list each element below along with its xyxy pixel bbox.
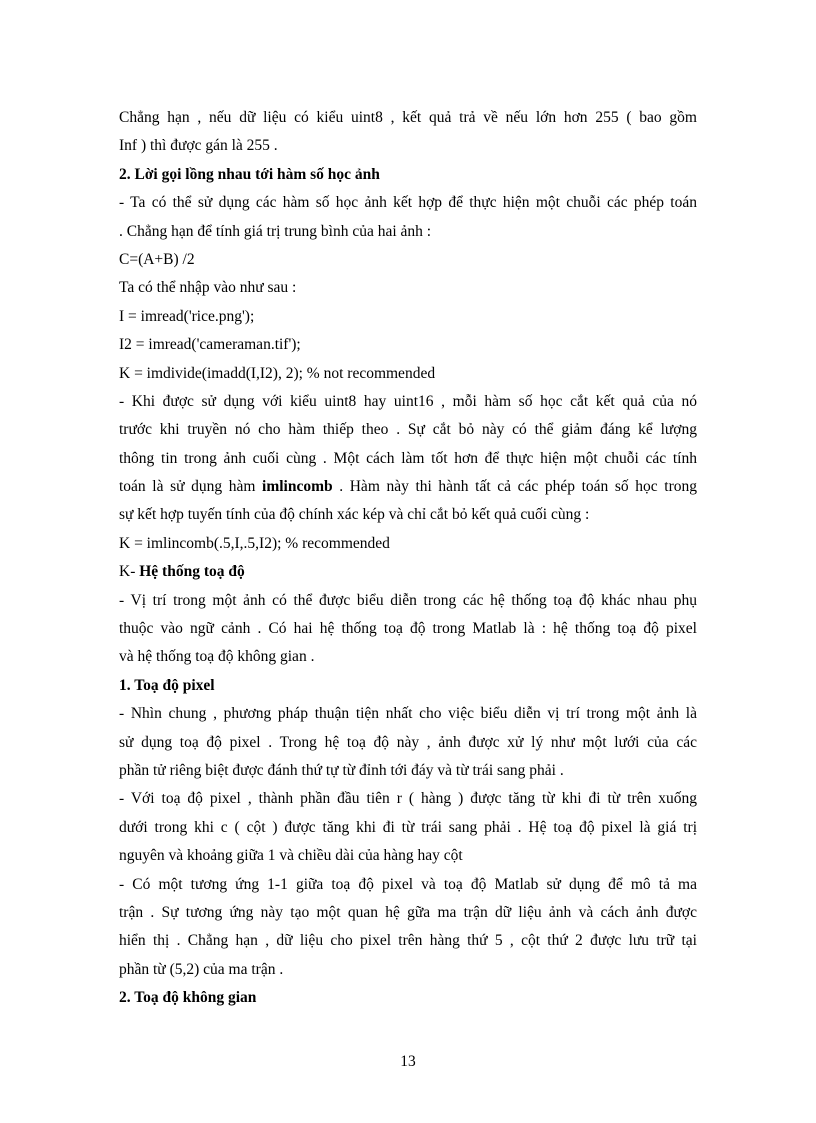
function-name-bold: imlincomb [262, 478, 333, 496]
paragraph-line: - Vị trí trong một ảnh có thể được biểu diễn trong các hệ thống toạ độ khác nhau phụ [119, 591, 697, 609]
paragraph-line: sự kết hợp tuyến tính của độ chính xác kép và chỉ cắt bỏ kết quả cuối cùng : [119, 506, 590, 524]
paragraph-line: phần tử riêng biệt được đánh thứ tự từ đỉnh tới đáy và từ trái sang phải . [119, 761, 564, 779]
paragraph-line: thuộc vào ngữ cảnh . Có hai hệ thống toạ độ trong Matlab là : hệ thống toạ độ pixel [119, 620, 697, 638]
paragraph-line: - Nhìn chung , phương pháp thuận tiện nhất cho việc biểu diễn vị trí trong một ảnh là [119, 705, 697, 723]
paragraph-line: và hệ thống toạ độ không gian . [119, 648, 315, 666]
paragraph-line: - Với toạ độ pixel , thành phần đầu tiên r ( hàng ) được tăng từ khi đi từ trên xuống [119, 790, 697, 808]
paragraph-line: thông tin trong ảnh cuối cùng . Một cách làm tốt hơn để thực hiện một chuỗi các tính [119, 449, 697, 467]
heading-title: Hệ thống toạ độ [139, 563, 245, 581]
text-run: toán là sử dụng hàm [119, 478, 263, 496]
paragraph-line: - Ta có thể sử dụng các hàm số học ảnh kết hợp để thực hiện một chuỗi các phép toán [119, 194, 697, 212]
paragraph-line: Ta có thể nhập vào như sau : [119, 279, 297, 297]
heading-prefix: K- [119, 563, 140, 581]
code-line: K = imdivide(imadd(I,I2), 2); % not recommended [119, 364, 436, 382]
paragraph-line: . Chẳng hạn để tính giá trị trung bình của hai ảnh : [119, 222, 432, 240]
paragraph-line: sử dụng toạ độ pixel . Trong hệ toạ độ này , ảnh được xử lý như một lưới của các [119, 733, 697, 751]
paragraph-line: - Có một tương ứng 1-1 giữa toạ độ pixel và toạ độ Matlab sử dụng để mô tả ma [119, 875, 697, 893]
code-line: K = imlincomb(.5,I,.5,I2); % recommended [119, 534, 390, 552]
document-body [119, 104, 697, 1013]
paragraph-line: hiển thị . Chẳng hạn , dữ liệu cho pixel trên hàng thứ 5 , cột thứ 2 được lưu trữ tại [119, 932, 697, 950]
code-line: I2 = imread('cameraman.tif'); [119, 336, 301, 354]
section-heading: 2. Lời gọi lồng nhau tới hàm số học ảnh [119, 165, 380, 183]
paragraph-line: - Khi được sử dụng với kiểu uint8 hay uint16 , mỗi hàm số học cắt kết quả của nó [119, 392, 697, 410]
paragraph-line: Chẳng hạn , nếu dữ liệu có kiểu uint8 , kết quả trả về nếu lớn hơn 255 ( bao gồm [119, 109, 697, 126]
subsection-heading: 2. Toạ độ không gian [119, 989, 257, 1007]
paragraph-line [119, 473, 697, 501]
subsection-heading: 1. Toạ độ pixel [119, 676, 215, 694]
page-number: 13 [400, 1053, 416, 1070]
paragraph-line: phần từ (5,2) của ma trận . [119, 960, 284, 978]
section-heading [119, 558, 697, 586]
code-line: I = imread('rice.png'); [119, 307, 255, 325]
paragraph-line: trận . Sự tương ứng này tạo một quan hệ gữa ma trận dữ liệu ảnh và cách ảnh được [119, 903, 697, 921]
paragraph-line: nguyên và khoảng giữa 1 và chiều dài của hàng hay cột [119, 847, 463, 865]
paragraph-line: dưới trong khi c ( cột ) được tăng khi đi từ trái sang phải . Hệ toạ độ pixel là giá trị [119, 818, 697, 836]
paragraph-line: trước khi truyền nó cho hàm thiếp theo . Sự cắt bỏ này có thể giảm đáng kể lượng [119, 421, 697, 439]
formula-line: C=(A+B) /2 [119, 250, 195, 268]
paragraph-line: Inf ) thì được gán là 255 . [119, 137, 278, 155]
text-run: . Hàm này thi hành tất cả các phép toán số học trong [332, 478, 697, 496]
